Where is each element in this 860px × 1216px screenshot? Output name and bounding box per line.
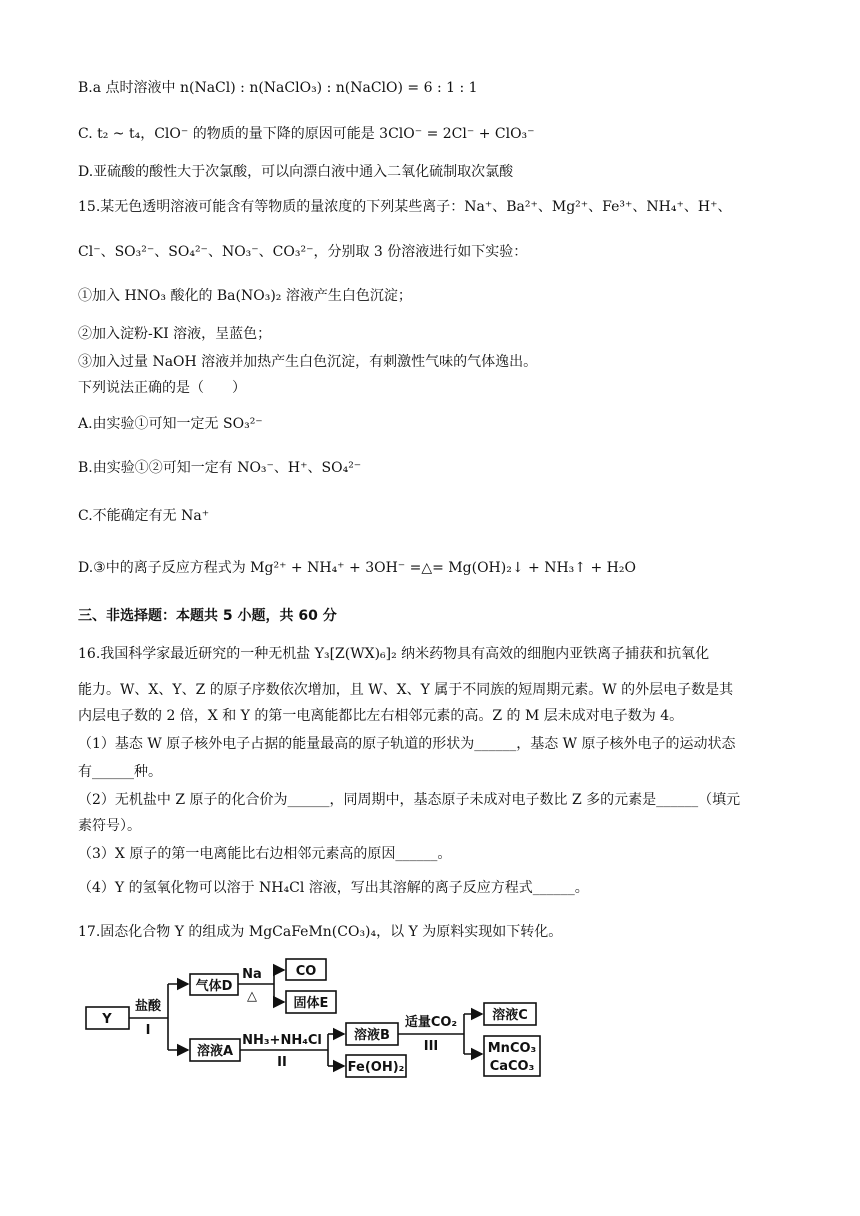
q15-option-d: D.③中的离子反应方程式为 Mg²⁺ + NH₄⁺ + 3OH⁻ =△= Mg(OH)₂↓ + NH₃↑ + H₂O <box>78 560 636 576</box>
node-mnco3: MnCO₃ <box>487 1041 537 1056</box>
gas-condition: △ <box>247 989 257 1004</box>
q15-option-c: C.不能确定有无 Na⁺ <box>78 508 210 524</box>
q16-part1-b: 有______种。 <box>78 764 162 780</box>
option-c-line: C. t₂ ~ t₄，ClO⁻ 的物质的量下降的原因可能是 3ClO⁻ = 2Cl⁻ + ClO₃⁻ <box>78 126 535 142</box>
option-b-line: B.a 点时溶液中 n(NaCl) : n(NaClO₃) : n(NaClO) = 6 : 1 : 1 <box>78 80 478 96</box>
node-gas-d: 气体D <box>195 979 233 994</box>
flow-diagram <box>78 954 568 1090</box>
step3-reagent: 适量CO₂ <box>404 1015 458 1030</box>
step3-num: III <box>423 1039 439 1054</box>
q15-exp-3: ③加入过量 NaOH 溶液并加热产生白色沉淀，有刺激性气味的气体逸出。 <box>78 354 538 370</box>
q16-stem-1: 16.我国科学家最近研究的一种无机盐 Y₃[Z(WX)₆]₂ 纳米药物具有高效的细胞内亚铁离子捕获和抗氧化 <box>78 646 710 662</box>
step2-num: II <box>277 1055 287 1070</box>
node-solution-c: 溶液C <box>492 1008 528 1023</box>
node-caco3: CaCO₃ <box>489 1059 535 1074</box>
q15-option-b: B.由实验①②可知一定有 NO₃⁻、H⁺、SO₄²⁻ <box>78 460 362 476</box>
q15-exp-1: ①加入 HNO₃ 酸化的 Ba(NO₃)₂ 溶液产生白色沉淀； <box>78 288 412 304</box>
q15-exp-2: ②加入淀粉-KI 溶液，呈蓝色； <box>78 326 272 342</box>
q16-part4: （4）Y 的氢氧化物可以溶于 NH₄Cl 溶液，写出其溶解的离子反应方程式______。 <box>78 880 589 896</box>
q16-part1-a: （1）基态 W 原子核外电子占据的能量最高的原子轨道的形状为______，基态 W 原子核外电子的运动状态 <box>78 736 736 752</box>
node-feoh2: Fe(OH)₂ <box>347 1060 405 1075</box>
q17-stem: 17.固态化合物 Y 的组成为 MgCaFeMn(CO₃)₄，以 Y 为原料实现如下转化。 <box>78 924 563 940</box>
step2-reagent: NH₃+NH₄Cl <box>242 1033 322 1048</box>
node-y: Y <box>102 1012 112 1027</box>
q16-part2-a: （2）无机盐中 Z 原子的化合价为______，同周期中，基态原子未成对电子数比 Z 多的元素是______（填元 <box>78 792 741 808</box>
step1-reagent: 盐酸 <box>134 999 162 1014</box>
node-co: CO <box>295 964 317 979</box>
step1-num: I <box>145 1023 151 1038</box>
q16-part3: （3）X 原子的第一电离能比右边相邻元素高的原因______。 <box>78 846 452 862</box>
q15-prompt: 下列说法正确的是（ ） <box>78 380 246 396</box>
option-d-line: D.亚硫酸的酸性大于次氯酸，可以向漂白液中通入二氧化硫制取次氯酸 <box>78 164 514 180</box>
q16-stem-2: 能力。W、X、Y、Z 的原子序数依次增加，且 W、X、Y 属于不同族的短周期元素。W 的外层电子数是其 <box>78 682 734 698</box>
q16-stem-3: 内层电子数的 2 倍，X 和 Y 的第一电离能都比左右相邻元素的高。Z 的 M 层未成对电子数为 4。 <box>78 708 684 724</box>
node-solution-b: 溶液B <box>354 1028 390 1043</box>
q15-option-a: A.由实验①可知一定无 SO₃²⁻ <box>78 416 263 432</box>
q15-stem-2: Cl⁻、SO₃²⁻、SO₄²⁻、NO₃⁻、CO₃²⁻，分别取 3 份溶液进行如下实验： <box>78 244 528 260</box>
node-solid-e: 固体E <box>293 996 329 1011</box>
section-heading: 三、非选择题：本题共 5 小题，共 60 分 <box>78 608 337 624</box>
node-solution-a: 溶液A <box>196 1044 234 1059</box>
q16-part2-b: 素符号）。 <box>78 818 141 834</box>
gas-reagent: Na <box>242 967 262 982</box>
q15-stem-1: 15.某无色透明溶液可能含有等物质的量浓度的下列某些离子：Na⁺、Ba²⁺、Mg²⁺、Fe³⁺、NH₄⁺、H⁺、 <box>78 199 732 215</box>
